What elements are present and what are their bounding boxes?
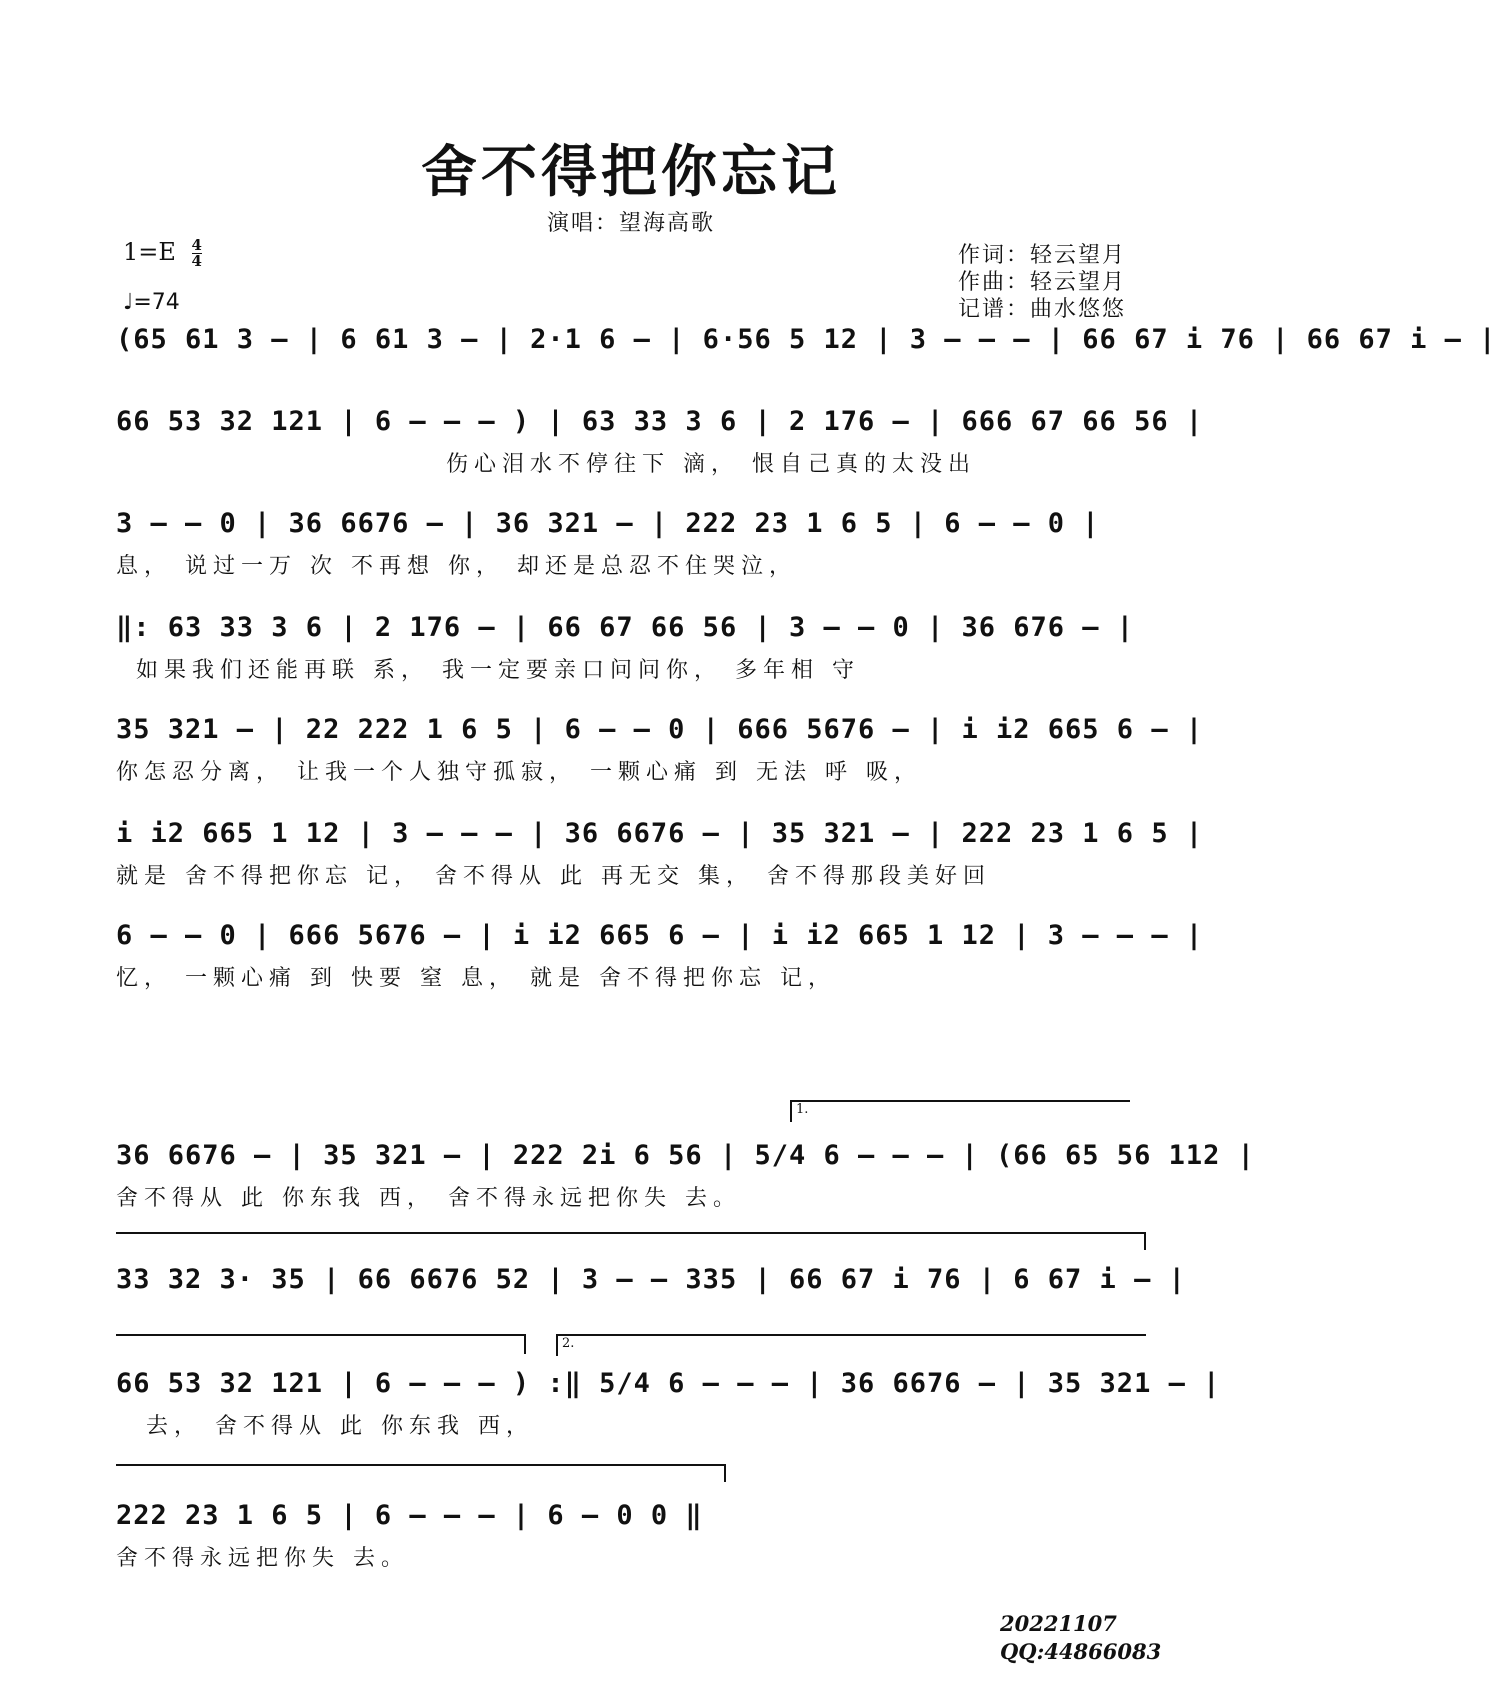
staff-system [116, 318, 1496, 408]
notation-line: 66 53 32 121 | 6 – – – ) | 63 33 3 6 | 2 176 – | 666 67 66 56 | [116, 406, 1204, 437]
song-title: 舍不得把你忘记 [421, 139, 841, 205]
notation-line: 36 6676 – | 35 321 – | 222 2i 6 56 | 5/4 6 – – – | (66 65 56 112 | [116, 1140, 1255, 1171]
time-signature-numerator: 4 [191, 236, 202, 254]
footer-block [1000, 1610, 1161, 1666]
key-label: 1=E [123, 238, 176, 266]
credits-block [958, 242, 1126, 323]
lyrics-line: 如果我们还能再联 系， 我一定要亲口问问你， 多年相 守 [136, 658, 860, 683]
notation-line: ‖: 63 33 3 6 | 2 176 – | 66 67 66 56 | 3 – – 0 | 36 676 – | [116, 612, 1135, 643]
lyrics-line: 伤心泪水不停往下 滴， 恨自己真的太没出 [446, 452, 976, 477]
footer-qq: QQ:44866083 [1000, 1639, 1162, 1664]
lyricist-credit: 作词：轻云望月 [958, 243, 1127, 268]
staff-system [116, 606, 1146, 696]
volta-first-ending-hook [790, 1100, 792, 1122]
volta-first-ending-continuation [116, 1232, 1146, 1234]
volta-first-ending-close [116, 1334, 526, 1336]
transcriber-credit: 记谱：曲水悠悠 [958, 297, 1127, 322]
volta-second-ending [556, 1334, 1146, 1336]
tempo-marking: ♩=74 [123, 290, 180, 315]
volta-second-ending-continuation [116, 1464, 726, 1466]
volta-first-label: 1. [796, 1102, 809, 1117]
lyrics-line: 忆， 一颗心痛 到 快要 窒 息， 就是 舍不得把你忘 记， [116, 966, 836, 991]
staff-system [116, 400, 1204, 490]
staff-system [116, 812, 1204, 902]
lyrics-line: 就是 舍不得把你忘 记， 舍不得从 此 再无交 集， 舍不得那段美好回 [116, 864, 991, 889]
lyrics-line: 息， 说过一万 次 不再想 你， 却还是总忍不住哭泣， [116, 554, 797, 579]
volta-first-ending [790, 1100, 1130, 1102]
staff-system [116, 914, 1204, 1004]
notation-line: 33 32 3· 35 | 66 6676 52 | 3 – – 335 | 66 67 i 76 | 6 67 i – | [116, 1264, 1186, 1295]
composer-credit: 作曲：轻云望月 [958, 270, 1127, 295]
time-signature [192, 238, 202, 269]
staff-system [116, 708, 1204, 798]
notation-line: i i2 665 1 12 | 3 – – – | 36 6676 – | 35 321 – | 222 23 1 6 5 | [116, 818, 1204, 849]
notation-line: 222 23 1 6 5 | 6 – – – | 6 – 0 0 ‖ [116, 1500, 703, 1531]
staff-system [116, 502, 1146, 592]
staff-system [116, 1494, 736, 1584]
volta-second-ending-hook [556, 1334, 558, 1356]
lyrics-line: 舍不得从 此 你东我 西， 舍不得永远把你失 去。 [116, 1186, 741, 1211]
lyrics-line: 你怎忍分离， 让我一个人独守孤寂， 一颗心痛 到 无法 呼 吸， [116, 760, 922, 785]
volta-continuation-hook [1144, 1232, 1146, 1250]
volta-second-continuation-hook [724, 1464, 726, 1482]
staff-system [116, 1134, 1255, 1224]
lyrics-line: 舍不得永远把你失 去。 [116, 1546, 409, 1571]
notation-line: 35 321 – | 22 222 1 6 5 | 6 – – 0 | 666 5676 – | i i2 665 6 – | [116, 714, 1204, 745]
staff-system [116, 1362, 1221, 1452]
notation-line: 6 – – 0 | 666 5676 – | i i2 665 6 – | i i2 665 1 12 | 3 – – – | [116, 920, 1204, 951]
lyrics-line: 去， 舍不得从 此 你东我 西， [146, 1414, 534, 1439]
time-signature-denominator: 4 [191, 252, 202, 270]
volta-second-label: 2. [562, 1336, 575, 1351]
notation-line: 66 53 32 121 | 6 – – – ) :‖ 5/4 6 – – – | 36 6676 – | 35 321 – | [116, 1368, 1221, 1399]
notation-line: 3 – – 0 | 36 6676 – | 36 321 – | 222 23 1 6 5 | 6 – – 0 | [116, 508, 1100, 539]
footer-date: 20221107 [1000, 1611, 1117, 1636]
volta-close-hook [524, 1334, 526, 1354]
singer-credit: 演唱：望海高歌 [546, 211, 715, 236]
notation-line: (65 61 3 – | 6 61 3 – | 2·1 6 – | 6·56 5 12 | 3 – – – | 66 67 i 76 | 66 67 i – | [116, 324, 1496, 355]
key-signature [123, 238, 202, 269]
